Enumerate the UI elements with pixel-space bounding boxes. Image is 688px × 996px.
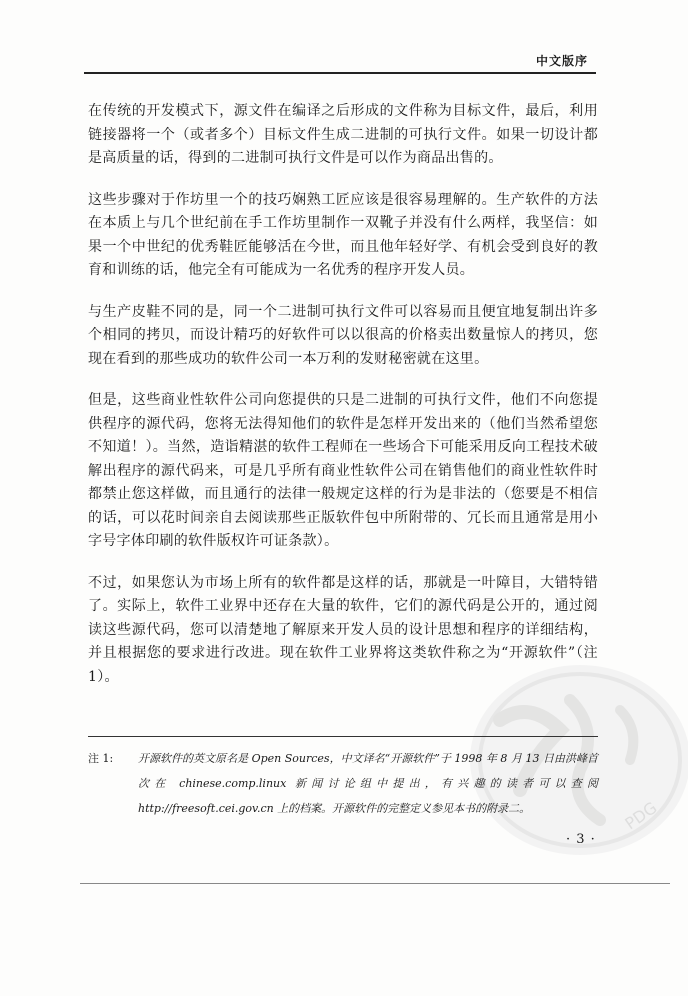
footnote [88, 746, 598, 821]
bottom-rule [80, 883, 670, 884]
paragraph-1: 在传统的开发模式下，源文件在编译之后形成的文件称为目标文件，最后，利用链接器将一个（或者多个）目标文件生成二进制的可执行文件。如果一切设计都是高质量的话，得到的二进制可执行文件是可以作为商品出售的。 [88, 103, 598, 166]
paragraph-3: 与生产皮鞋不同的是，同一个二进制可执行文件可以容易而且便宜地复制出许多个相同的拷贝，而设计精巧的好软件可以以很高的价格卖出数量惊人的拷贝，您现在看到的那些成功的软件公司一本万利的发财秘密就在这里。 [88, 303, 598, 367]
header-rule [84, 72, 596, 74]
footnote-rule [88, 736, 598, 737]
watermark-label: PDG [621, 797, 661, 834]
paragraph-4: 但是，这些商业性软件公司向您提供的只是二进制的可执行文件，他们不向您提供程序的源代码，您将无法得知他们的软件是怎样开发出来的（他们当然希望您不知道！）。当然，造诣精湛的软件工程师在一些场合下可能采用反向工程技术破解出程序的源代码来，可是几乎所有商业性软件公司在销售他们的商业性软件时都禁止您这样做，而且通行的法律一般规定这样的行为是非法的（您要是不相信的话，可以花时间亲自去阅读那些正版软件包中所附带的、冗长而且通常是用小字号字体印刷的软件版权许可证条款）。 [88, 392, 598, 549]
page-number: · 3 · [566, 832, 596, 847]
footnote-text: 开源软件的英文原名是 Open Sources，中文译名“开源软件”于 1998 年 8 月 13 日由洪峰首次在 chinese.comp.linux 新闻讨论组中提出，有兴趣的读者可以查阅 http://freesoft.cei.gov.cn 上的档案。开源软件的完整定义参见本书的附录二。 [138, 752, 598, 815]
paragraph-5: 不过，如果您认为市场上所有的软件都是这样的话，那就是一叶障目，大错特错了。实际上，软件工业界中还存在大量的软件，它们的源代码是公开的，通过阅读这些源代码，您可以清楚地了解原来开发人员的设计思想和程序的详细结构，并且根据您的要求进行改进。现在软件工业界将这类软件称之为“开源软件”（注 1）。 [88, 574, 598, 685]
footnote-label: 注 1: [88, 752, 114, 765]
body-text [88, 100, 598, 707]
section-header-label: 中文版序 [535, 54, 588, 68]
paragraph-2: 这些步骤对于作坊里一个的技巧娴熟工匠应该是很容易理解的。生产软件的方法在本质上与几个世纪前在手工作坊里制作一双靴子并没有什么两样，我坚信：如果一个中世纪的优秀鞋匠能够活在今世，而且他年轻好学、有机会受到良好的教育和训练的话，他完全有可能成为一名优秀的程序开发人员。 [88, 191, 598, 278]
